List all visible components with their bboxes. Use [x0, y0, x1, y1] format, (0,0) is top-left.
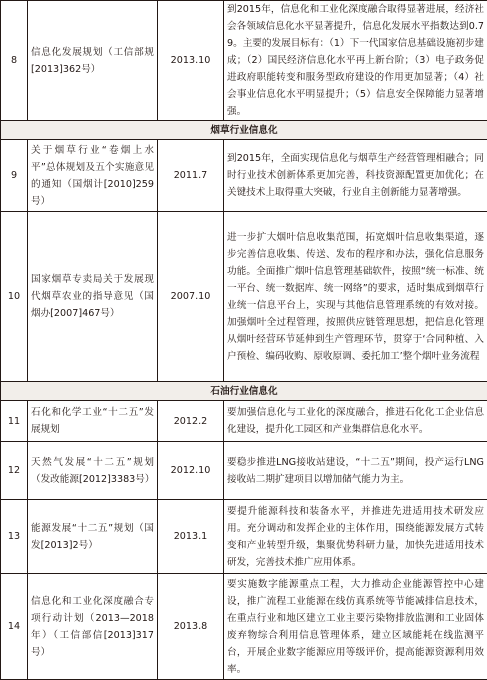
policy-description: 要稳步推进LNG接收站建设，“十二五”期间，投产运行LNG接收站二期扩建项目以增加储气能力为主。 — [224, 442, 487, 500]
policy-name: 石化和化学工业“十二五”发展规划 — [28, 401, 158, 442]
row-number: 10 — [1, 212, 28, 382]
issue-date: 2012.10 — [158, 442, 224, 500]
issue-date: 2011.7 — [158, 140, 224, 212]
row-number: 11 — [1, 401, 28, 442]
row-number: 9 — [1, 140, 28, 212]
policy-description: 到2015年，全面实现信息化与烟草生产经营管理相融合；同时行业技术创新体系更加完善，科技资源配置更加优化；在关键技术上取得重大突破，行业自主创新能力显著增强。 — [224, 140, 487, 212]
policy-description: 要提升能源科技和装备水平，并推进先进适用技术研发应用。充分调动和发挥企业的主体作用，围绕能源发展方式转变和产业转型升级，集聚优势科研力量，加快先进适用技术研发，完善技术推广应用体系。 — [224, 500, 487, 574]
policy-name: 能源发展“十二五”规划（国发[2013]2号） — [28, 500, 158, 574]
row-number: 8 — [1, 1, 28, 121]
policy-name: 关于烟草行业“卷烟上水平”总体规划及五个实施意见的通知（国烟计[2010]259号） — [28, 140, 158, 212]
row-number: 12 — [1, 442, 28, 500]
table-row — [1, 401, 487, 442]
issue-date: 2013.8 — [158, 574, 224, 680]
section-title: 石油行业信息化 — [1, 382, 487, 401]
policy-name: 天然气发展“十二五”规划（发改能源[2012]3383号） — [28, 442, 158, 500]
section-row — [1, 382, 487, 401]
table-row — [1, 574, 487, 680]
table-row — [1, 442, 487, 500]
table-row — [1, 1, 487, 121]
issue-date: 2013.1 — [158, 500, 224, 574]
policy-description: 到2015年，信息化和工业化深度融合取得显著进展，经济社会各领域信息化水平显著提升，信息化发展水平指数达到0.79。主要的发展目标有：（1）下一代国家信息基础设施初步建成；（2）国民经济信息化水平再上新台阶；（3）电子政务促进政府职能转变和服务型政府建设的作用更加显著；（4）社会事业信息化水平明显提升；（5）信息安全保障能力显著增强。 — [224, 1, 487, 121]
row-number: 13 — [1, 500, 28, 574]
issue-date: 2012.2 — [158, 401, 224, 442]
policy-name: 信息化和工业化深度融合专项行动计划（2013—2018年）（工信部信[2013]317号） — [28, 574, 158, 680]
section-title: 烟草行业信息化 — [1, 121, 487, 140]
issue-date: 2007.10 — [158, 212, 224, 382]
policy-description: 进一步扩大烟叶信息收集范围，拓宽烟叶信息收集渠道，逐步完善信息收集、传送、发布的程序和办法，强化信息服务功能。全面推广烟叶信息管理基础软件，按照“统一标准、统一平台、统一数据库、统一网络”的要求，适时集成到烟草行业统一信息平台上，实现与其他信息管理系统的有效对接。加强烟叶全过程管理，按照供应链管理思想，把信息化管理从烟叶经营环节延伸到生产管理环节，贯穿于‘合同种植、入户预检、编码收购、原收原调、委托加工’整个烟叶业务流程 — [224, 212, 487, 382]
policy-description: 要实施数字能源重点工程，大力推动企业能源管控中心建设，推广流程工业能源在线仿真系统等节能减排信息技术，在重点行业和地区建立工业主要污染物排放监测和工业固体废弃物综合利用信息管理体系，建立区域能耗在线监测平台，开展企业数字能源应用等级评价，提高能源资源利用效率。 — [224, 574, 487, 680]
policy-description: 要加强信息化与工业化的深度融合，推进石化化工企业信息化建设，提升化工园区和产业集群信息化水平。 — [224, 401, 487, 442]
table-row — [1, 140, 487, 212]
table-row — [1, 212, 487, 382]
policy-name: 信息化发展规划（工信部规[2013]362号） — [28, 1, 158, 121]
issue-date: 2013.10 — [158, 1, 224, 121]
table-row — [1, 500, 487, 574]
row-number: 14 — [1, 574, 28, 680]
policy-name: 国家烟草专卖局关于发展现代烟草农业的指导意见（国烟办[2007]467号） — [28, 212, 158, 382]
section-row — [1, 121, 487, 140]
